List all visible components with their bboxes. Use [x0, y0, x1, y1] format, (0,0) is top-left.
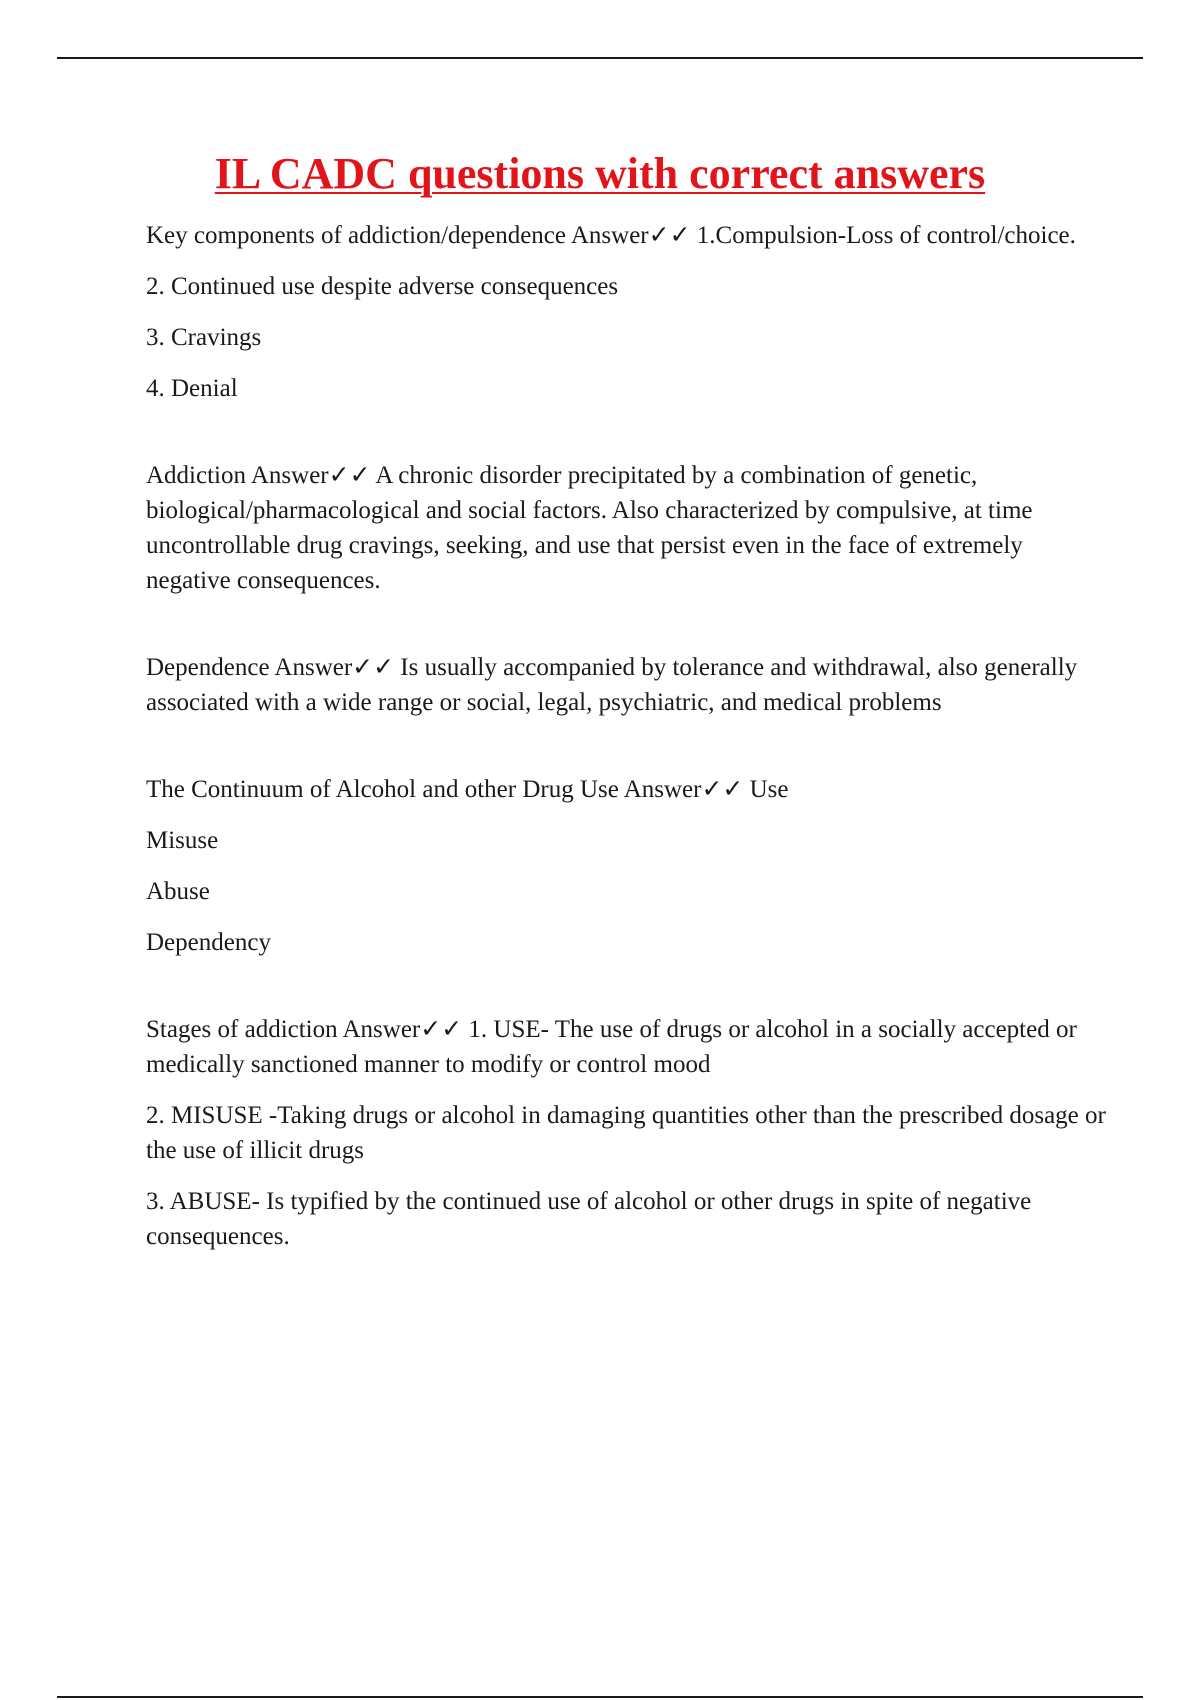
- paragraph: Dependence Answer✓✓ Is usually accompanied by tolerance and withdrawal, also generally associated with a wide range or social, legal, psychiatric, and medical problems: [146, 654, 1078, 716]
- paragraph: Addiction Answer✓✓ A chronic disorder precipitated by a combination of genetic, biological/pharmacological and social factors. Also characterized by compulsive, at time uncontrollable drug cravings, seeking, and use that persist even in the face of extremely negative consequences.: [146, 462, 1033, 594]
- paragraph: 4. Denial: [146, 375, 238, 402]
- section-continuum: [146, 772, 1106, 960]
- paragraph: Dependency: [146, 929, 271, 956]
- paragraph: 2. Continued use despite adverse consequences: [146, 273, 619, 300]
- top-rule: [57, 57, 1143, 59]
- paragraph: 2. MISUSE -Taking drugs or alcohol in damaging quantities other than the prescribed dosage or the use of illicit drugs: [146, 1102, 1106, 1164]
- paragraph: The Continuum of Alcohol and other Drug Use Answer✓✓ Use: [146, 776, 789, 803]
- section-stages: [146, 1012, 1106, 1254]
- section-dependence: [146, 650, 1106, 720]
- paragraph: Misuse: [146, 827, 219, 854]
- paragraph: Stages of addiction Answer✓✓ 1. USE- The use of drugs or alcohol in a socially accepted or medically sanctioned manner to modify or control mood: [146, 1016, 1077, 1078]
- document-body: [146, 218, 1106, 1270]
- section-key-components: [146, 218, 1106, 406]
- section-addiction: [146, 458, 1106, 598]
- paragraph: Key components of addiction/dependence Answer✓✓ 1.Compulsion-Loss of control/choice.: [146, 222, 1076, 249]
- bottom-rule: [57, 1696, 1143, 1698]
- paragraph: 3. Cravings: [146, 324, 262, 351]
- page-title: IL CADC questions with correct answers: [214, 149, 986, 198]
- paragraph: 3. ABUSE- Is typified by the continued use of alcohol or other drugs in spite of negative consequences.: [146, 1188, 1032, 1250]
- paragraph: Abuse: [146, 878, 210, 905]
